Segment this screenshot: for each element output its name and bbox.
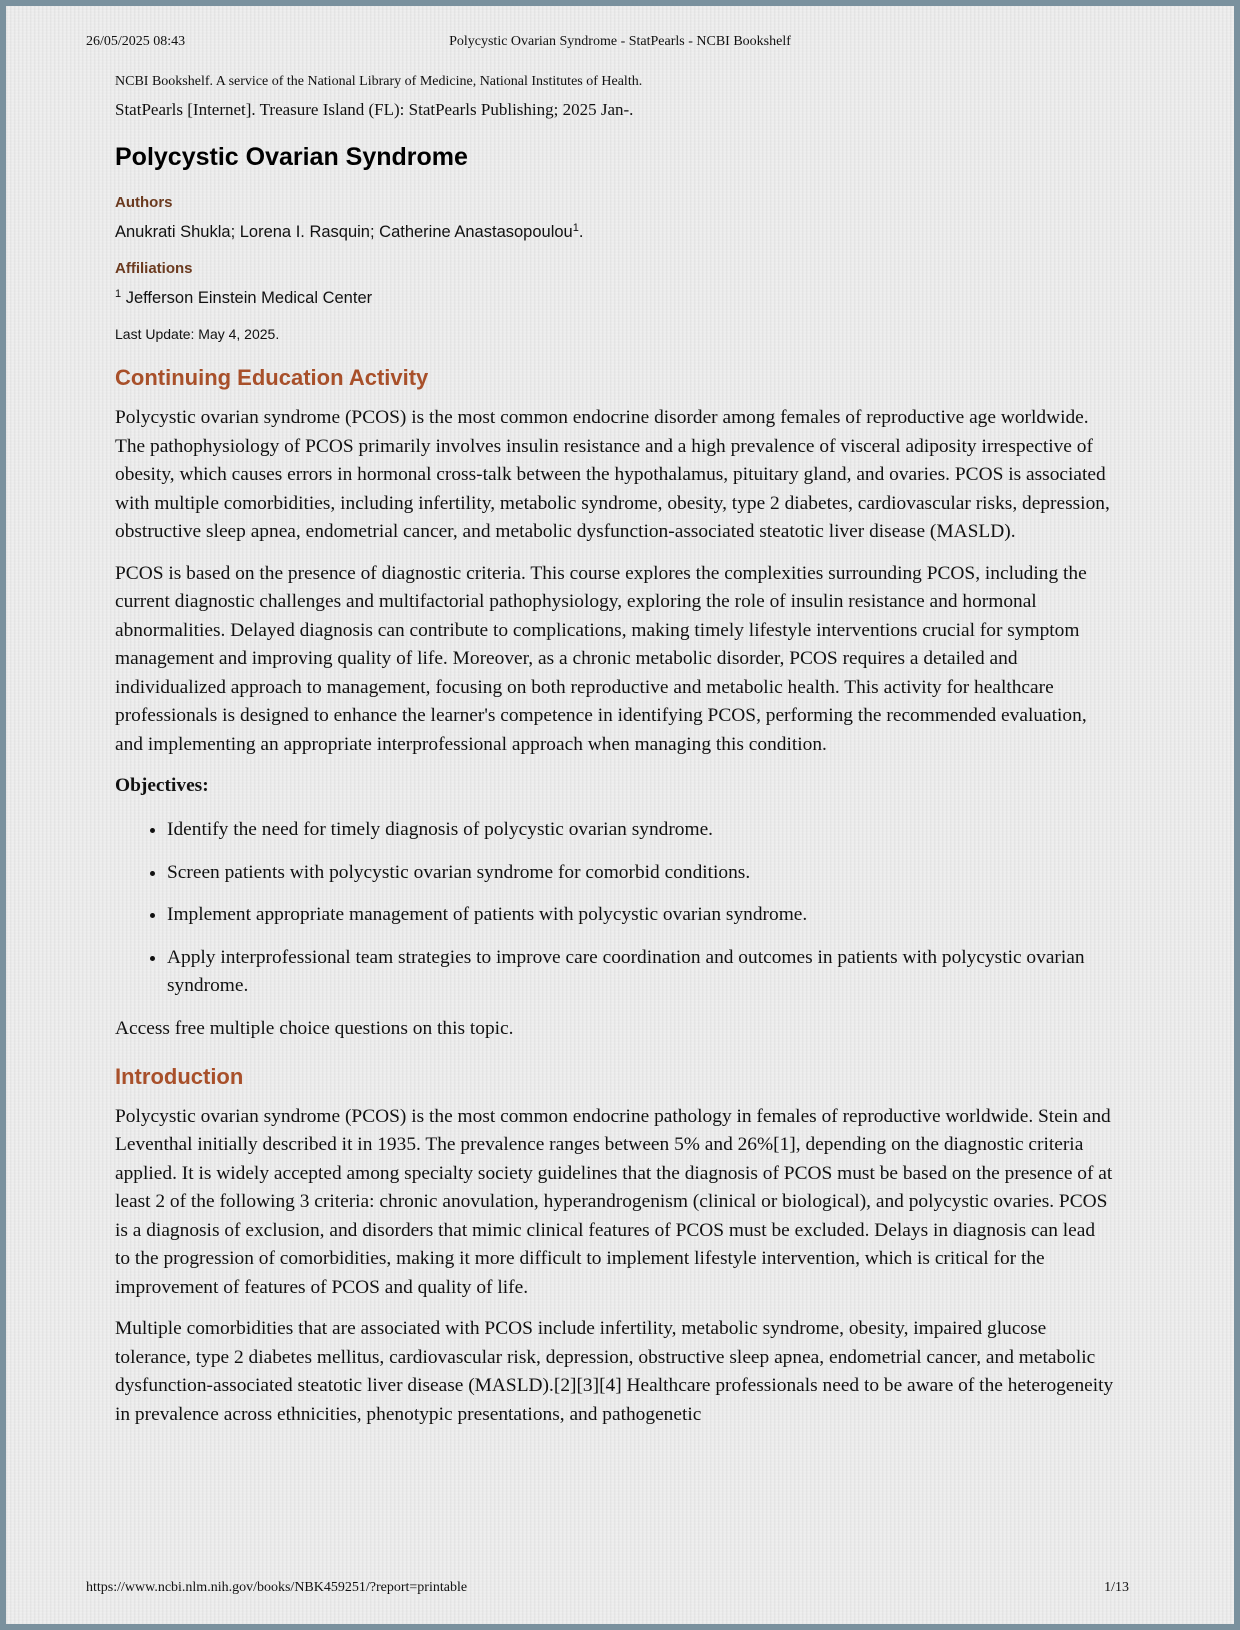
authors-end: . <box>578 223 584 241</box>
cea-paragraph: Polycystic ovarian syndrome (PCOS) is the most common endocrine disorder among females of reproductive age worldwide. The pathophysiology of PCOS primarily involves insulin resistance and a high prevalence of visceral adiposity irrespective of obesity, which causes errors in hormonal cross-talk between the hypothalamus, pituitary gland, and ovaries. PCOS is associated with multiple comorbidities, including infertility, metabolic syndrome, obesity, type 2 diabetes, cardiovascular risks, depression, obstructive sleep apnea, endometrial cancer, and metabolic dysfunction-associated steatotic liver disease (MASLD). <box>115 407 1110 542</box>
page-number: 1/13 <box>1104 1580 1129 1595</box>
intro-paragraph: Multiple comorbidities that are associated with PCOS include infertility, metabolic syndrome, obesity, impaired glucose tolerance, type 2 diabetes mellitus, cardiovascular risk, depression, obstructive sleep apnea, endometrial cancer, and metabolic dysfunction-associated steatotic liver disease (MASLD).[2][3][4] Healthcare professionals need to be aware of the heterogeneity in prevalence across ethnicities, phenotypic presentations, and pathogenetic <box>115 1318 1114 1425</box>
affiliation-item <box>115 286 1115 310</box>
intro-paragraph: Polycystic ovarian syndrome (PCOS) is the most common endocrine pathology in females of reproductive worldwide. Stein and Leventhal initially described it in 1935. The prevalence ranges between 5% and 26%[1], depending on the diagnostic criteria applied. It is widely accepted among specialty society guidelines that the diagnosis of PCOS must be based on the presence of at least 2 of the following 3 criteria: chronic anovulation, hyperandrogenism (clinical or biological), and polycystic ovaries. PCOS is a diagnosis of exclusion, and disorders that mimic clinical features of PCOS must be excluded. Delays in diagnosis can lead to the progression of comorbidities, making it more difficult to implement lifestyle intervention, which is critical for the improvement of features of PCOS and quality of life. <box>115 1105 1113 1298</box>
affiliation-name: Jefferson Einstein Medical Center <box>121 289 373 307</box>
mcq-access-link[interactable]: Access free multiple choice questions on this topic. <box>115 1017 514 1039</box>
last-update: Last Update: May 4, 2025. <box>115 326 280 342</box>
objectives-label: Objectives: <box>115 775 209 796</box>
affiliations-label: Affiliations <box>115 260 193 277</box>
cea-paragraph: PCOS is based on the presence of diagnostic criteria. This course explores the complexities surrounding PCOS, including the current diagnostic challenges and multifactorial pathophysiology, exploring the role of insulin resistance and hormonal abnormalities. Delayed diagnosis can contribute to complications, making timely lifestyle interventions crucial for symptom management and improving quality of life. Moreover, as a chronic metabolic disorder, PCOS requires a detailed and individualized approach to management, focusing on both reproductive and metabolic health. This activity for healthcare professionals is designed to enhance the learner's competence in identifying PCOS, performing the recommended evaluation, and implementing an appropriate interprofessional approach when managing this condition. <box>115 562 1087 755</box>
citation-line: StatPearls [Internet]. Treasure Island (FL): StatPearls Publishing; 2025 Jan-. <box>115 100 634 119</box>
authors-names: Anukrati Shukla; Lorena I. Rasquin; Catherine Anastasopoulou <box>115 223 573 241</box>
objective-item: • Implement appropriate management of patients with polycystic ovarian syndrome. <box>167 901 1115 930</box>
objective-item: • Apply interprofessional team strategies to improve care coordination and outcomes in patients with polycystic ovarian syndrome. <box>167 944 1115 1001</box>
objectives-list <box>115 816 1115 1001</box>
objective-item: • Screen patients with polycystic ovarian syndrome for comorbid conditions. <box>167 859 1115 888</box>
authors-affiliation-marker: 1 <box>572 222 579 234</box>
print-url: https://www.ncbi.nlm.nih.gov/books/NBK459251/?report=printable <box>86 1580 468 1595</box>
ncbi-service-line: NCBI Bookshelf. A service of the National Library of Medicine, National Institutes of Health. <box>115 74 643 89</box>
section-heading-introduction: Introduction <box>115 1063 244 1089</box>
authors-label: Authors <box>115 194 173 211</box>
article-content <box>115 72 1115 1442</box>
section-heading-cea: Continuing Education Activity <box>115 365 429 390</box>
print-datetime: 26/05/2025 08:43 <box>86 34 186 49</box>
affiliation-marker: 1 <box>115 288 122 300</box>
objective-item: • Identify the need for timely diagnosis of polycystic ovarian syndrome. <box>167 816 1115 845</box>
print-page-title: Polycystic Ovarian Syndrome - StatPearls - NCBI Bookshelf <box>449 34 791 49</box>
article-title: Polycystic Ovarian Syndrome <box>115 143 468 171</box>
printed-page <box>6 6 1234 1624</box>
authors-list <box>115 220 1115 244</box>
